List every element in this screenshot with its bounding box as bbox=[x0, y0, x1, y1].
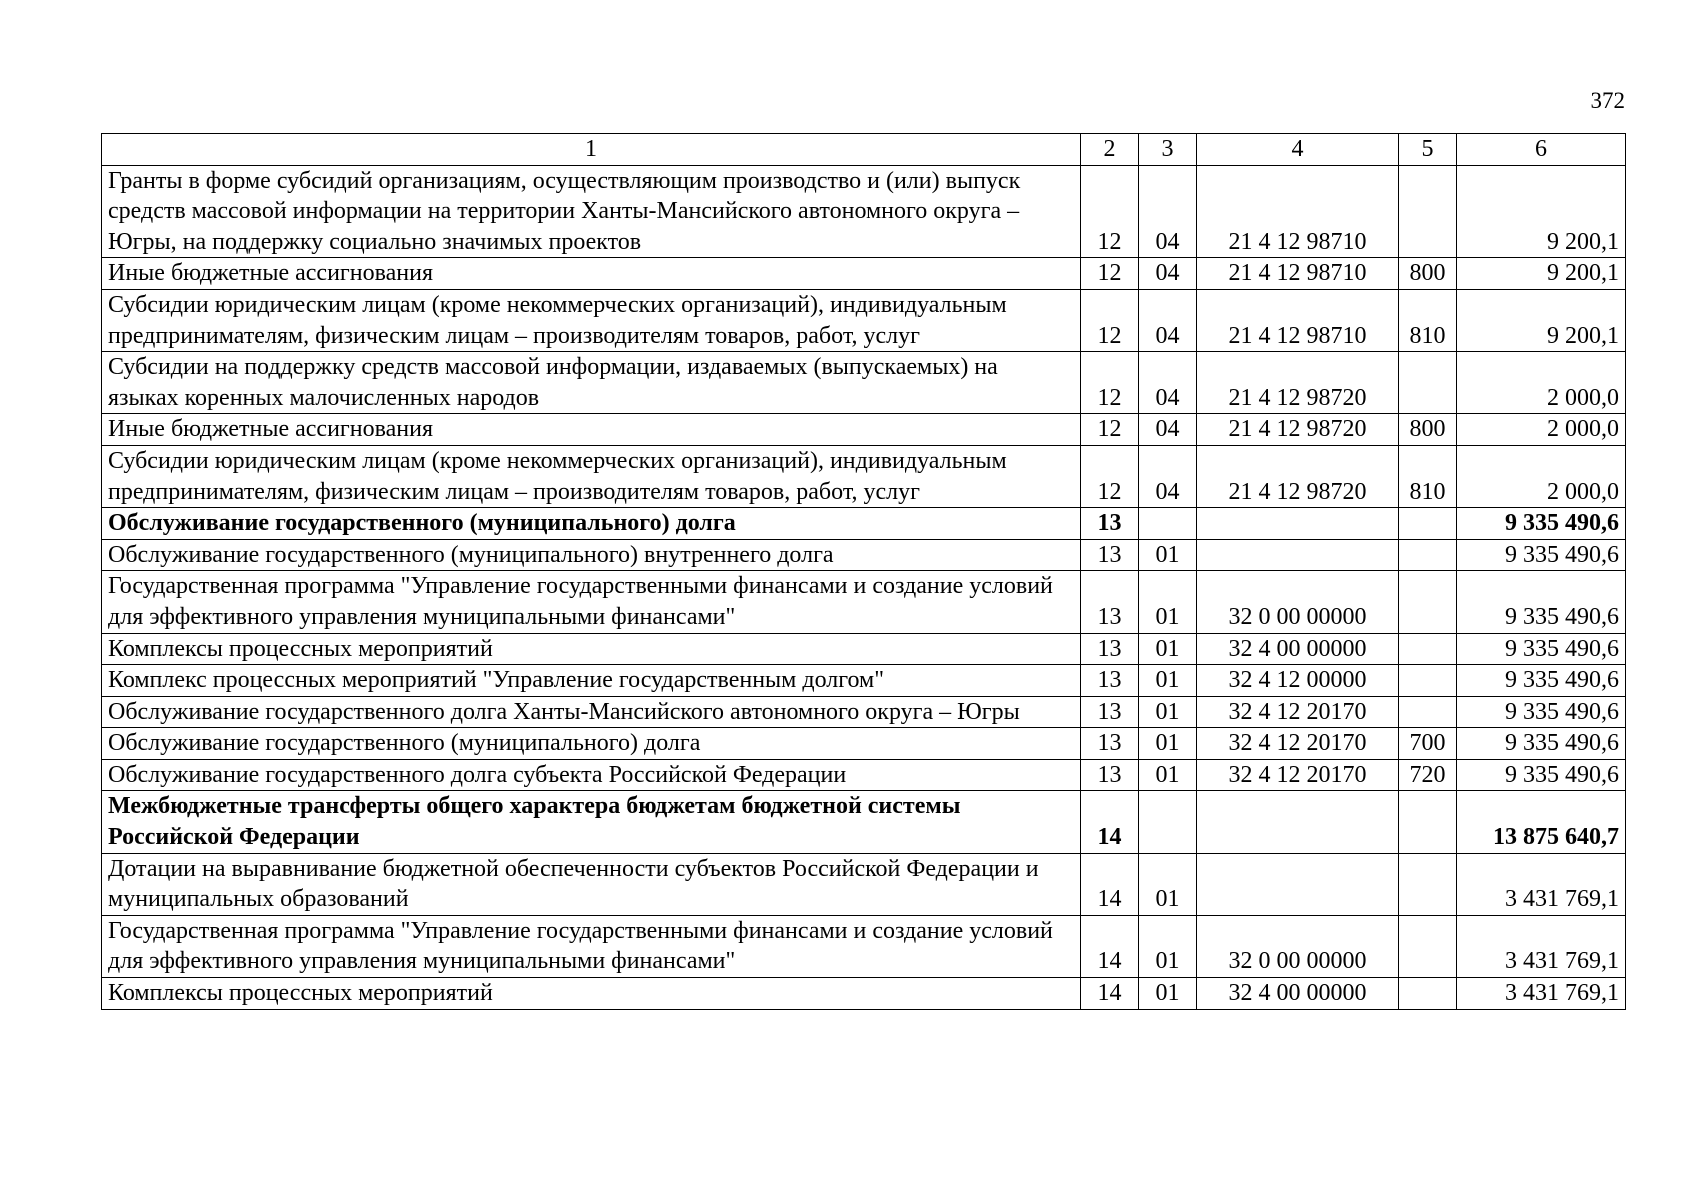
cell-name: Комплекс процессных мероприятий "Управление государственным долгом" bbox=[102, 665, 1081, 697]
cell-section: 12 bbox=[1081, 165, 1139, 258]
cell-amount: 3 431 769,1 bbox=[1457, 915, 1626, 977]
cell-section: 12 bbox=[1081, 289, 1139, 351]
cell-subsection: 01 bbox=[1139, 539, 1197, 571]
page-number: 372 bbox=[1590, 88, 1625, 113]
table-row bbox=[102, 791, 1626, 853]
cell-amount: 9 335 490,6 bbox=[1457, 539, 1626, 571]
table-row bbox=[102, 915, 1626, 977]
cell-amount: 3 431 769,1 bbox=[1457, 978, 1626, 1010]
cell-section: 12 bbox=[1081, 352, 1139, 414]
cell-name: Обслуживание государственного долга Ханты-Мансийского автономного округа – Югры bbox=[102, 696, 1081, 728]
cell-section: 13 bbox=[1081, 539, 1139, 571]
cell-name: Государственная программа "Управление государственными финансами и создание условий для эффективного управления муниципальными финансами" bbox=[102, 915, 1081, 977]
table-row bbox=[102, 633, 1626, 665]
cell-section: 13 bbox=[1081, 665, 1139, 697]
column-header-subsection: 3 bbox=[1139, 134, 1197, 166]
cell-target-article: 21 4 12 98720 bbox=[1197, 445, 1399, 507]
cell-expense-type bbox=[1399, 539, 1457, 571]
column-header-target-article: 4 bbox=[1197, 134, 1399, 166]
cell-subsection: 01 bbox=[1139, 728, 1197, 760]
cell-section: 13 bbox=[1081, 633, 1139, 665]
cell-section: 12 bbox=[1081, 258, 1139, 290]
cell-name: Межбюджетные трансферты общего характера бюджетам бюджетной системы Российской Федерации bbox=[102, 791, 1081, 853]
cell-expense-type: 810 bbox=[1399, 289, 1457, 351]
cell-target-article: 21 4 12 98720 bbox=[1197, 352, 1399, 414]
cell-subsection: 04 bbox=[1139, 258, 1197, 290]
cell-expense-type bbox=[1399, 915, 1457, 977]
cell-subsection bbox=[1139, 508, 1197, 540]
cell-subsection: 01 bbox=[1139, 696, 1197, 728]
cell-target-article: 32 4 12 20170 bbox=[1197, 759, 1399, 791]
cell-amount: 2 000,0 bbox=[1457, 445, 1626, 507]
cell-subsection: 01 bbox=[1139, 915, 1197, 977]
cell-amount: 9 335 490,6 bbox=[1457, 728, 1626, 760]
cell-target-article: 32 4 00 00000 bbox=[1197, 633, 1399, 665]
table-row bbox=[102, 759, 1626, 791]
cell-target-article: 21 4 12 98710 bbox=[1197, 165, 1399, 258]
cell-amount: 9 335 490,6 bbox=[1457, 571, 1626, 633]
cell-expense-type: 800 bbox=[1399, 258, 1457, 290]
table-row bbox=[102, 539, 1626, 571]
cell-name: Гранты в форме субсидий организациям, осуществляющим производство и (или) выпуск средств массовой информации на территории Ханты-Мансийского автономного округа – Югры, на поддержку социально значимых проектов bbox=[102, 165, 1081, 258]
cell-section: 14 bbox=[1081, 791, 1139, 853]
cell-subsection: 04 bbox=[1139, 289, 1197, 351]
cell-target-article: 32 0 00 00000 bbox=[1197, 571, 1399, 633]
cell-amount: 3 431 769,1 bbox=[1457, 853, 1626, 915]
cell-target-article: 32 4 00 00000 bbox=[1197, 978, 1399, 1010]
cell-subsection bbox=[1139, 791, 1197, 853]
cell-target-article: 32 4 12 20170 bbox=[1197, 696, 1399, 728]
table-row bbox=[102, 445, 1626, 507]
cell-expense-type bbox=[1399, 508, 1457, 540]
cell-expense-type bbox=[1399, 571, 1457, 633]
cell-name: Субсидии юридическим лицам (кроме некоммерческих организаций), индивидуальным предпринимателям, физическим лицам – производителям товаров, работ, услуг bbox=[102, 445, 1081, 507]
cell-amount: 2 000,0 bbox=[1457, 414, 1626, 446]
cell-amount: 9 335 490,6 bbox=[1457, 508, 1626, 540]
cell-target-article: 32 4 12 00000 bbox=[1197, 665, 1399, 697]
cell-subsection: 04 bbox=[1139, 414, 1197, 446]
column-header-expense-type: 5 bbox=[1399, 134, 1457, 166]
cell-target-article: 21 4 12 98720 bbox=[1197, 414, 1399, 446]
cell-subsection: 01 bbox=[1139, 978, 1197, 1010]
cell-expense-type bbox=[1399, 791, 1457, 853]
header-row bbox=[102, 134, 1626, 166]
cell-section: 14 bbox=[1081, 915, 1139, 977]
column-header-section: 2 bbox=[1081, 134, 1139, 166]
column-header-name: 1 bbox=[102, 134, 1081, 166]
cell-name: Дотации на выравнивание бюджетной обеспеченности субъектов Российской Федерации и муниципальных образований bbox=[102, 853, 1081, 915]
cell-section: 12 bbox=[1081, 414, 1139, 446]
cell-section: 13 bbox=[1081, 759, 1139, 791]
cell-section: 13 bbox=[1081, 696, 1139, 728]
cell-expense-type bbox=[1399, 853, 1457, 915]
cell-subsection: 04 bbox=[1139, 165, 1197, 258]
cell-name: Обслуживание государственного (муниципального) внутреннего долга bbox=[102, 539, 1081, 571]
cell-amount: 9 200,1 bbox=[1457, 258, 1626, 290]
table-row bbox=[102, 165, 1626, 258]
cell-target-article bbox=[1197, 853, 1399, 915]
cell-expense-type bbox=[1399, 633, 1457, 665]
table-row bbox=[102, 665, 1626, 697]
table-row bbox=[102, 853, 1626, 915]
column-header-amount: 6 bbox=[1457, 134, 1626, 166]
cell-amount: 9 335 490,6 bbox=[1457, 633, 1626, 665]
cell-target-article bbox=[1197, 508, 1399, 540]
cell-target-article: 21 4 12 98710 bbox=[1197, 258, 1399, 290]
table-row bbox=[102, 289, 1626, 351]
table-row bbox=[102, 414, 1626, 446]
cell-name: Обслуживание государственного долга субъекта Российской Федерации bbox=[102, 759, 1081, 791]
cell-subsection: 04 bbox=[1139, 352, 1197, 414]
cell-subsection: 01 bbox=[1139, 759, 1197, 791]
budget-table bbox=[101, 133, 1626, 1010]
cell-section: 14 bbox=[1081, 853, 1139, 915]
cell-name: Иные бюджетные ассигнования bbox=[102, 258, 1081, 290]
cell-section: 13 bbox=[1081, 728, 1139, 760]
cell-target-article: 21 4 12 98710 bbox=[1197, 289, 1399, 351]
cell-amount: 9 200,1 bbox=[1457, 289, 1626, 351]
cell-name: Обслуживание государственного (муниципального) долга bbox=[102, 508, 1081, 540]
cell-subsection: 01 bbox=[1139, 633, 1197, 665]
table-row bbox=[102, 508, 1626, 540]
cell-section: 13 bbox=[1081, 571, 1139, 633]
cell-name: Государственная программа "Управление государственными финансами и создание условий для эффективного управления муниципальными финансами" bbox=[102, 571, 1081, 633]
cell-expense-type bbox=[1399, 352, 1457, 414]
cell-subsection: 01 bbox=[1139, 665, 1197, 697]
cell-section: 12 bbox=[1081, 445, 1139, 507]
table-body bbox=[102, 165, 1626, 1009]
cell-amount: 9 200,1 bbox=[1457, 165, 1626, 258]
cell-subsection: 01 bbox=[1139, 853, 1197, 915]
cell-amount: 9 335 490,6 bbox=[1457, 665, 1626, 697]
cell-name: Комплексы процессных мероприятий bbox=[102, 633, 1081, 665]
cell-expense-type bbox=[1399, 665, 1457, 697]
cell-section: 13 bbox=[1081, 508, 1139, 540]
cell-name: Иные бюджетные ассигнования bbox=[102, 414, 1081, 446]
cell-expense-type bbox=[1399, 696, 1457, 728]
cell-section: 14 bbox=[1081, 978, 1139, 1010]
cell-amount: 13 875 640,7 bbox=[1457, 791, 1626, 853]
cell-name: Субсидии на поддержку средств массовой информации, издаваемых (выпускаемых) на языках коренных малочисленных народов bbox=[102, 352, 1081, 414]
cell-subsection: 04 bbox=[1139, 445, 1197, 507]
cell-target-article bbox=[1197, 791, 1399, 853]
cell-amount: 2 000,0 bbox=[1457, 352, 1626, 414]
cell-name: Субсидии юридическим лицам (кроме некоммерческих организаций), индивидуальным предпринимателям, физическим лицам – производителям товаров, работ, услуг bbox=[102, 289, 1081, 351]
cell-target-article: 32 0 00 00000 bbox=[1197, 915, 1399, 977]
cell-subsection: 01 bbox=[1139, 571, 1197, 633]
cell-expense-type: 700 bbox=[1399, 728, 1457, 760]
cell-target-article: 32 4 12 20170 bbox=[1197, 728, 1399, 760]
table-row bbox=[102, 352, 1626, 414]
table-row bbox=[102, 696, 1626, 728]
cell-name: Комплексы процессных мероприятий bbox=[102, 978, 1081, 1010]
table-row bbox=[102, 728, 1626, 760]
cell-expense-type: 800 bbox=[1399, 414, 1457, 446]
table-row bbox=[102, 258, 1626, 290]
cell-amount: 9 335 490,6 bbox=[1457, 759, 1626, 791]
cell-target-article bbox=[1197, 539, 1399, 571]
table-row bbox=[102, 978, 1626, 1010]
table-row bbox=[102, 571, 1626, 633]
cell-expense-type bbox=[1399, 165, 1457, 258]
cell-amount: 9 335 490,6 bbox=[1457, 696, 1626, 728]
cell-expense-type bbox=[1399, 978, 1457, 1010]
cell-expense-type: 810 bbox=[1399, 445, 1457, 507]
cell-expense-type: 720 bbox=[1399, 759, 1457, 791]
cell-name: Обслуживание государственного (муниципального) долга bbox=[102, 728, 1081, 760]
